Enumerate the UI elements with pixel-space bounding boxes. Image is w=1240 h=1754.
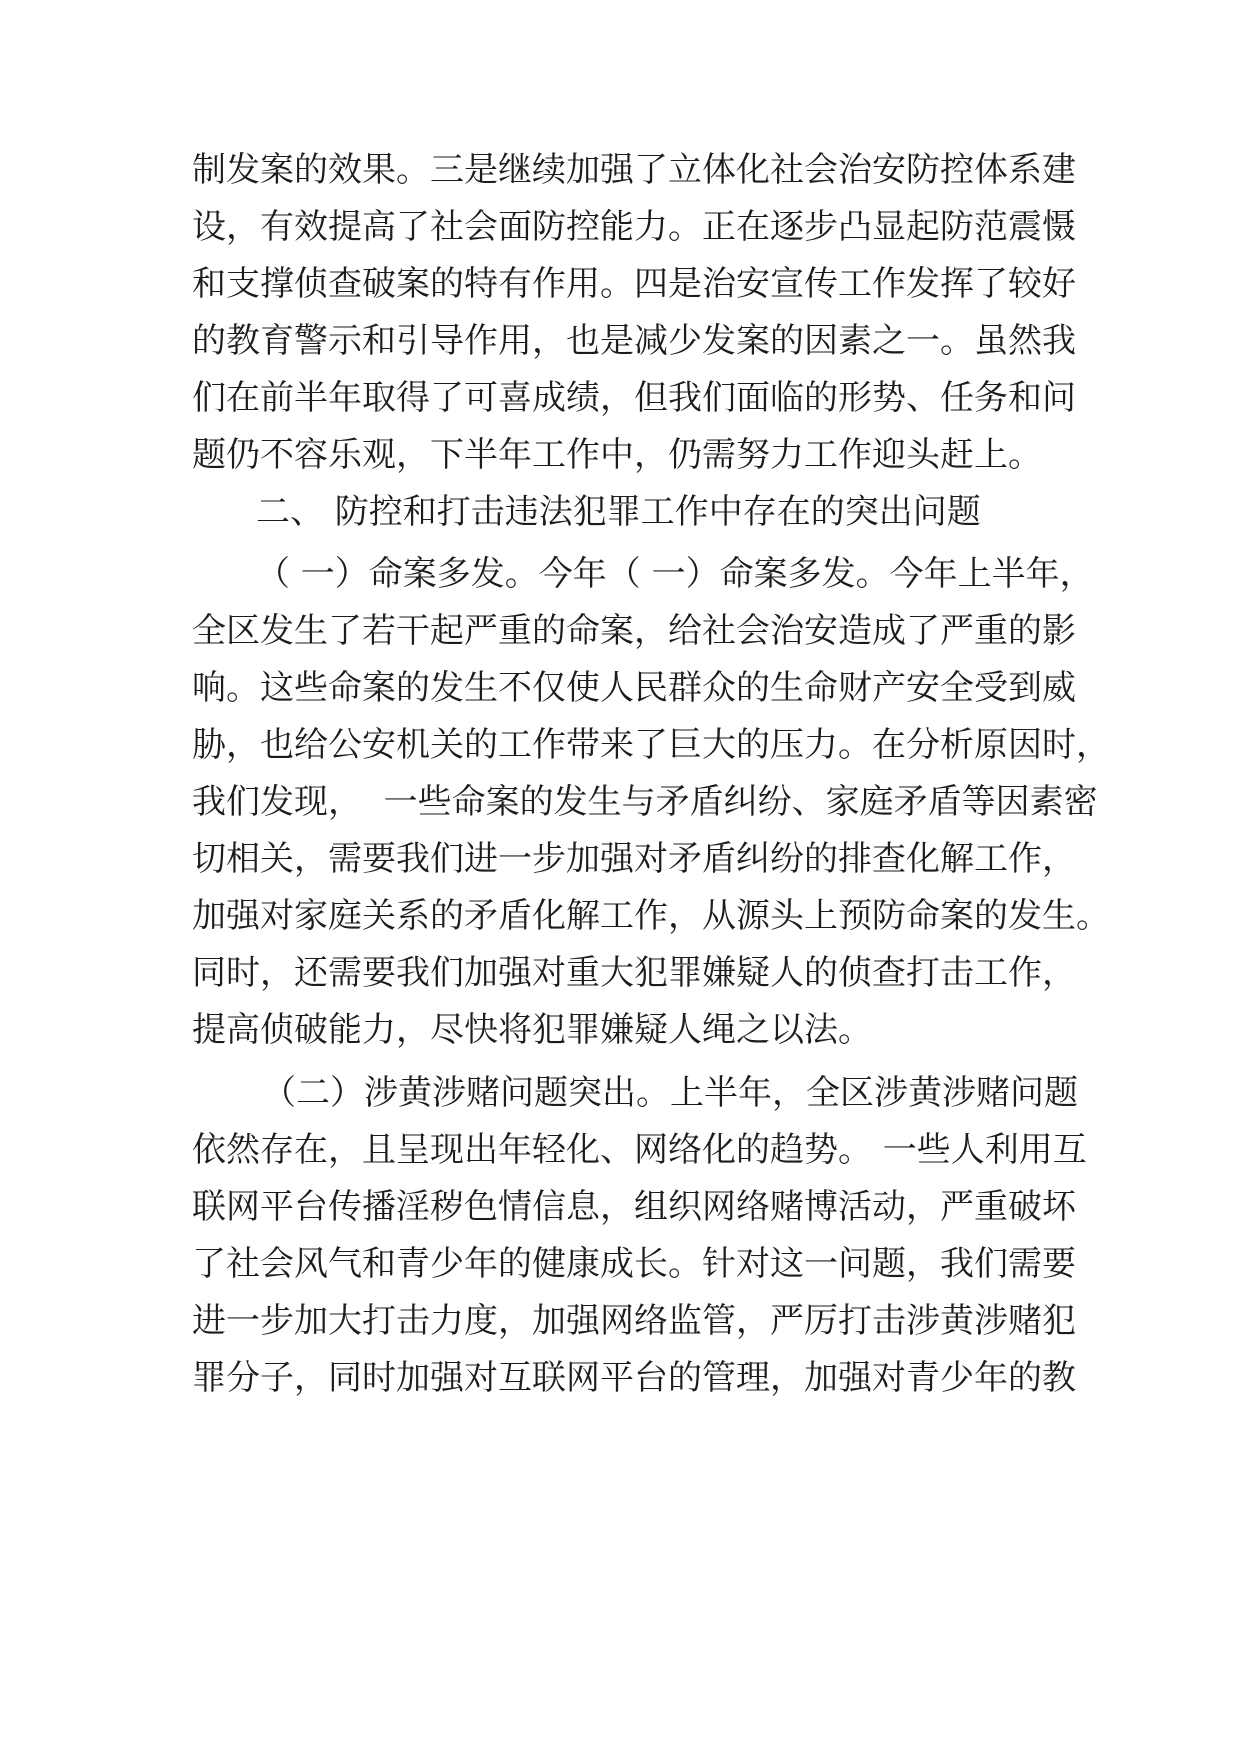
paragraph-3-line-4: 了社会风气和青少年的健康成长。针对这一问题，我们需要 [192,1244,1076,1284]
paragraph-3-line-3: 联网平台传播淫秽色情信息，组织网络赌博活动，严重破坏 [192,1187,1076,1227]
paragraph-1-line-1: 制发案的效果。三是继续加强了立体化社会治安防控体系建 [192,150,1076,190]
paragraph-3-line-2: 依然存在，且呈现出年轻化、网络化的趋势。 一些人利用互 [192,1130,1087,1170]
paragraph-1-line-5: 们在前半年取得了可喜成绩，但我们面临的形势、任务和问 [192,378,1076,418]
paragraph-1-line-4: 的教育警示和引导作用，也是减少发案的因素之一。虽然我 [192,321,1076,361]
paragraph-2-line-6: 切相关，需要我们进一步加强对矛盾纠纷的排查化解工作， [192,839,1076,879]
paragraph-2-line-8: 同时，还需要我们加强对重大犯罪嫌疑人的侦查打击工作， [192,953,1076,993]
paragraph-1-line-3: 和支撑侦查破案的特有作用。四是治安宣传工作发挥了较好 [192,264,1076,304]
paragraph-2-line-5: 我们发现， 一些命案的发生与矛盾纠纷、家庭矛盾等因素密 [192,782,1098,822]
paragraph-2-line-1: （ 一）命案多发。今年（ 一）命案多发。今年上半年， [256,554,1094,594]
paragraph-2-line-3: 响。这些命案的发生不仅使人民群众的生命财产安全受到威 [192,668,1076,708]
paragraph-2-line-2: 全区发生了若干起严重的命案，给社会治安造成了严重的影 [192,611,1076,651]
paragraph-3-line-1: （二）涉黄涉赌问题突出。上半年，全区涉黄涉赌问题 [262,1073,1078,1113]
paragraph-2-line-4: 胁，也给公安机关的工作带来了巨大的压力。在分析原因时， [192,725,1110,765]
paragraph-3-line-5: 进一步加大打击力度，加强网络监管，严厉打击涉黄涉赌犯 [192,1301,1076,1341]
paragraph-3-line-6: 罪分子，同时加强对互联网平台的管理，加强对青少年的教 [192,1358,1076,1398]
section-heading: 二、 防控和打击违法犯罪工作中存在的突出问题 [256,492,981,532]
paragraph-1-line-6: 题仍不容乐观，下半年工作中，仍需努力工作迎头赶上。 [192,435,1042,475]
paragraph-1-line-2: 设，有效提高了社会面防控能力。正在逐步凸显起防范震慑 [192,207,1076,247]
paragraph-2-line-7: 加强对家庭关系的矛盾化解工作，从源头上预防命案的发生。 [192,896,1110,936]
paragraph-2-line-9: 提高侦破能力，尽快将犯罪嫌疑人绳之以法。 [192,1010,872,1050]
